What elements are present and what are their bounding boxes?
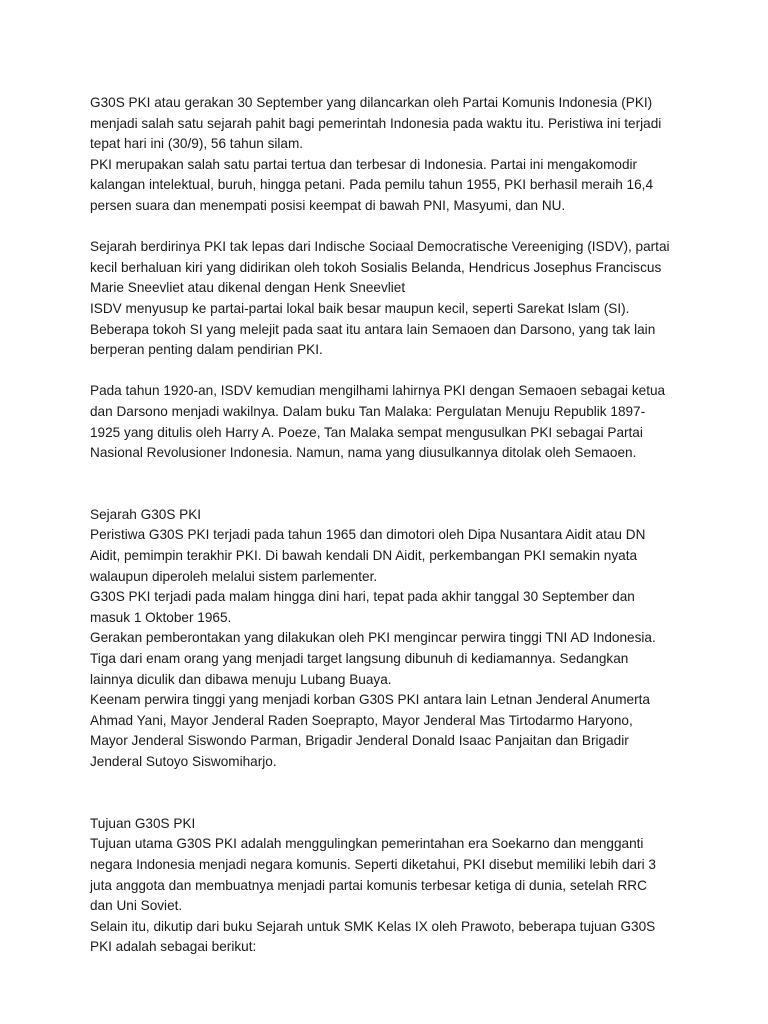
text-line: Jenderal Sutoyo Siswomiharjo.	[90, 754, 277, 769]
blank-line	[90, 217, 690, 238]
text-line: Nasional Revolusioner Indonesia. Namun, nama yang diusulkannya ditolak oleh Semaoen.	[90, 445, 637, 461]
blank-line	[90, 484, 690, 505]
text-line: tepat hari ini (30/9), 56 tahun silam.	[90, 136, 304, 152]
text-line: ISDV menyusup ke partai-partai lokal baik besar maupun kecil, seperti Sarekat Islam (SI).	[90, 300, 630, 316]
text-line: Aidit, pemimpin terakhir PKI. Di bawah kendali DN Aidit, perkembangan PKI semakin nyata	[90, 548, 638, 564]
text-line: Pada tahun 1920-an, ISDV kemudian mengilhami lahirnya PKI dengan Semaoen sebagai ketua	[90, 383, 666, 399]
document-body	[90, 93, 690, 958]
text-line: Gerakan pemberontakan yang dilakukan oleh PKI mengincar perwira tinggi TNI AD Indonesia.	[90, 630, 656, 646]
text-line: berperan penting dalam pendirian PKI.	[90, 342, 323, 358]
text-line: dan Uni Soviet.	[90, 898, 183, 914]
text-line: Ahmad Yani, Mayor Jenderal Raden Soeprapto, Mayor Jenderal Mas Tirtodarmo Haryono,	[90, 712, 633, 728]
text-line: Tujuan utama G30S PKI adalah menggulingkan pemerintahan era Soekarno dan mengganti	[90, 836, 644, 852]
blank-line	[90, 793, 690, 814]
text-line: masuk 1 Oktober 1965.	[90, 609, 232, 625]
text-line: G30S PKI atau gerakan 30 September yang dilancarkan oleh Partai Komunis Indonesia (PKI)	[90, 95, 653, 110]
blank-line	[90, 361, 690, 382]
text-line: Mayor Jenderal Siswondo Parman, Brigadir Jenderal Donald Isaac Panjaitan dan Brigadir	[90, 733, 629, 749]
text-line: kalangan intelektual, buruh, hingga petani. Pada pemilu tahun 1955, PKI berhasil meraih 16,4	[90, 177, 654, 193]
text-line: dan Darsono menjadi wakilnya. Dalam buku Tan Malaka: Pergulatan Menuju Republik 1897-	[90, 403, 646, 419]
text-line: menjadi salah satu sejarah pahit bagi pemerintah Indonesia pada waktu itu. Peristiwa ini terjadi	[90, 115, 662, 131]
text-line: Keenam perwira tinggi yang menjadi korban G30S PKI antara lain Letnan Jenderal Anumerta	[90, 692, 650, 708]
blank-line	[90, 464, 690, 485]
text-line: 1925 yang ditulis oleh Harry A. Poeze, Tan Malaka sempat mengusulkan PKI sebagai Partai	[90, 424, 643, 440]
text-line: negara Indonesia menjadi negara komunis. Seperti diketahui, PKI disebut memiliki lebih dari 3	[90, 856, 656, 872]
blank-line	[90, 773, 690, 794]
text-line: PKI merupakan salah satu partai tertua dan terbesar di Indonesia. Partai ini mengakomodir	[90, 156, 638, 172]
text-line: Peristiwa G30S PKI terjadi pada tahun 1965 dan dimotori oleh Dipa Nusantara Aidit atau DN	[90, 527, 646, 543]
text-line: Sejarah berdirinya PKI tak lepas dari Indische Sociaal Democratische Vereeniging (ISDV), partai	[90, 239, 670, 255]
text-line: G30S PKI terjadi pada malam hingga dini hari, tepat pada akhir tanggal 30 September dan	[90, 589, 635, 605]
text-line: Selain itu, dikutip dari buku Sejarah untuk SMK Kelas IX oleh Prawoto, beberapa tujuan G30S	[90, 918, 656, 934]
text-line: lainnya diculik dan dibawa menuju Lubang Buaya.	[90, 671, 392, 687]
text-line: kecil berhaluan kiri yang didirikan oleh tokoh Sosialis Belanda, Hendricus Josephus Franciscus	[90, 259, 662, 275]
text-line: walaupun diperoleh melalui sistem parlementer.	[90, 568, 378, 584]
text-line: Tiga dari enam orang yang menjadi target langsung dibunuh di kediamannya. Sedangkan	[90, 651, 629, 667]
text-line: Tujuan G30S PKI	[90, 815, 196, 831]
text-line: Sejarah G30S PKI	[90, 506, 202, 522]
text-line: Marie Sneevliet atau dikenal dengan Henk Sneevliet	[90, 280, 406, 296]
text-line: persen suara dan menempati posisi keempat di bawah PNI, Masyumi, dan NU.	[90, 197, 566, 213]
text-line: juta anggota dan membuatnya menjadi partai komunis terbesar ketiga di dunia, setelah RRC	[90, 877, 647, 893]
text-line: Beberapa tokoh SI yang melejit pada saat itu antara lain Semaoen dan Darsono, yang tak lain	[90, 321, 656, 337]
text-line: PKI adalah sebagai berikut:	[90, 939, 257, 955]
